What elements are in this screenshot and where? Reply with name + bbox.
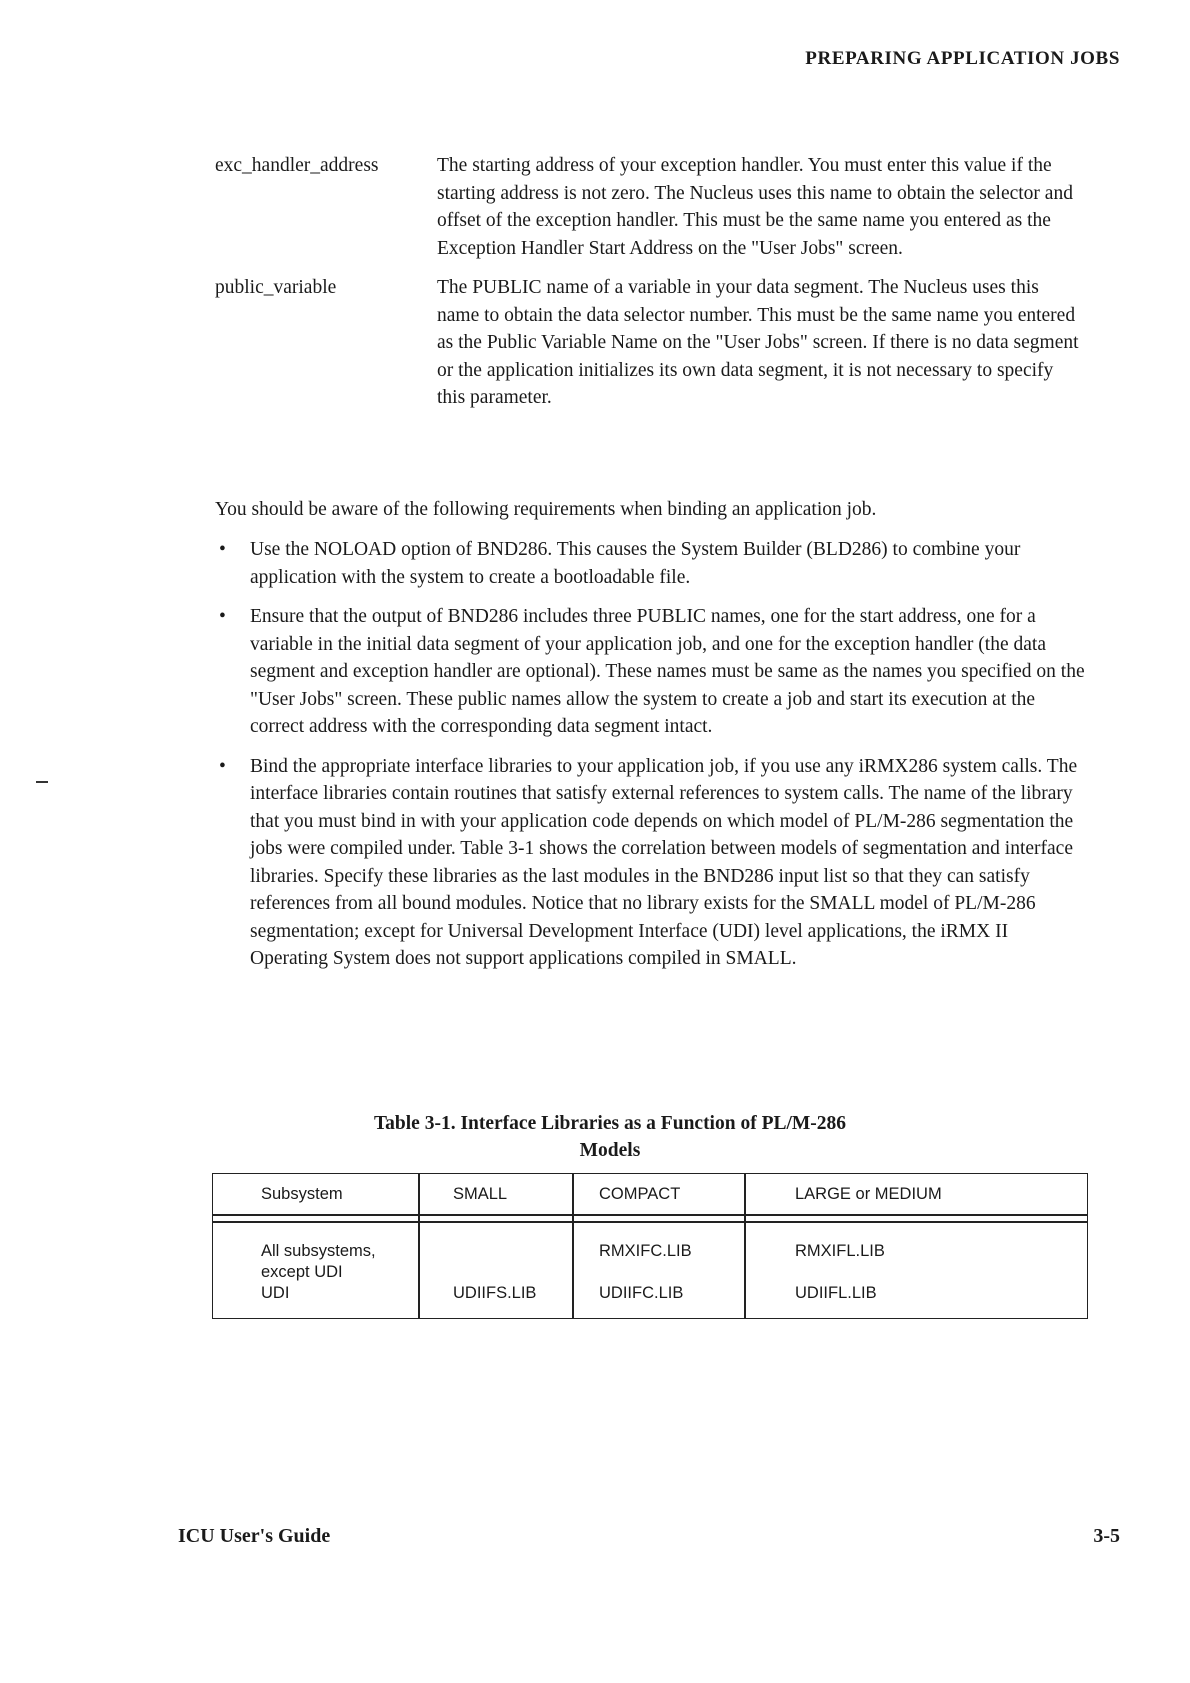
table-caption-line1: Table 3-1. Interface Libraries as a Function of PL/M-286	[373, 1113, 847, 1134]
list-item	[215, 753, 1085, 973]
column-divider	[744, 1174, 746, 1318]
definition-description: The starting address of your exception handler. You must enter this value if the starting address is not zero. The Nucleus uses this name to obtain the selector and offset of the exception handler. This must be the same name you entered as the Exception Handler Start Address on the "User Jobs" screen.	[437, 155, 1073, 259]
table-cell-large: RMXIFL.LIB	[795, 1242, 885, 1260]
margin-mark	[36, 781, 48, 783]
column-divider	[572, 1174, 574, 1318]
definition-list	[215, 152, 1085, 424]
bullet-icon: •	[219, 755, 226, 777]
list-item-text: Use the NOLOAD option of BND286. This causes the System Builder (BLD286) to combine your application with the system to create a bootloadable file.	[250, 539, 1021, 588]
table-header-compact: COMPACT	[599, 1185, 681, 1203]
table-cell-small: UDIIFS.LIB	[453, 1284, 537, 1302]
intro-paragraph: You should be aware of the following requirements when binding an application job.	[215, 499, 877, 520]
page-number: 3-5	[1093, 1525, 1120, 1547]
list-item-text: Ensure that the output of BND286 includes three PUBLIC names, one for the start address, one for a variable in the initial data segment of your application job, and one for the exception handler (the data segment and exception handler are optional). These names must be same as the names you specified on the "User Jobs" screen. These public names allow the system to create a job and start its execution at the correct address with the corresponding data segment intact.	[250, 606, 1085, 737]
definition-term: exc_handler_address	[215, 155, 379, 176]
list-item	[215, 536, 1085, 591]
page-header: PREPARING APPLICATION JOBS	[805, 48, 1120, 69]
requirements-list	[215, 536, 1085, 985]
table-header-small: SMALL	[453, 1185, 508, 1203]
table-cell-compact: UDIIFC.LIB	[599, 1284, 684, 1302]
list-item	[215, 603, 1085, 741]
header-divider	[213, 1214, 1087, 1216]
table-caption	[300, 1110, 920, 1164]
table-cell-large: UDIIFL.LIB	[795, 1284, 877, 1302]
table-header-subsystem: Subsystem	[261, 1185, 343, 1203]
header-divider	[213, 1221, 1087, 1223]
table-cell-subsystem: All subsystems,	[261, 1242, 376, 1260]
bullet-icon: •	[219, 606, 226, 627]
bullet-icon: •	[219, 539, 226, 560]
table-cell-compact: RMXIFC.LIB	[599, 1242, 692, 1260]
definition-description: The PUBLIC name of a variable in your data segment. The Nucleus uses this name to obtain the data selector number. This must be the same name you entered as the Public Variable Name on the "User Jobs" screen. If there is no data segment or the application initializes its own data segment, it is not necessary to specify this parameter.	[437, 277, 1079, 408]
interface-libraries-table	[212, 1173, 1088, 1319]
footer-guide-title: ICU User's Guide	[178, 1525, 331, 1547]
table-header-large: LARGE or MEDIUM	[795, 1185, 942, 1203]
list-item-text: Bind the appropriate interface libraries to your application job, if you use any iRMX286 system calls. The interface libraries contain routines that satisfy external references to system calls. The name of the library that you must bind in with your application code depends on which model of PL/M-286 segmentation the jobs were compiled under. Table 3-1 shows the correlation between models of segmentation and interface libraries. Specify these libraries as the last modules in the BND286 input list so that they can satisfy references from all bound modules. Notice that no library exists for the SMALL model of PL/M-286 segmentation; except for Universal Development Interface (UDI) level applications, the iRMX II Operating System does not support applications compiled in SMALL.	[250, 755, 1078, 969]
definition-item	[215, 152, 1085, 262]
table-caption-line2: Models	[579, 1140, 641, 1161]
definition-term: public_variable	[215, 277, 337, 298]
definition-item	[215, 274, 1085, 412]
column-divider	[418, 1174, 420, 1318]
table-cell-subsystem: except UDI	[261, 1263, 343, 1281]
table-cell-subsystem: UDI	[261, 1284, 290, 1302]
